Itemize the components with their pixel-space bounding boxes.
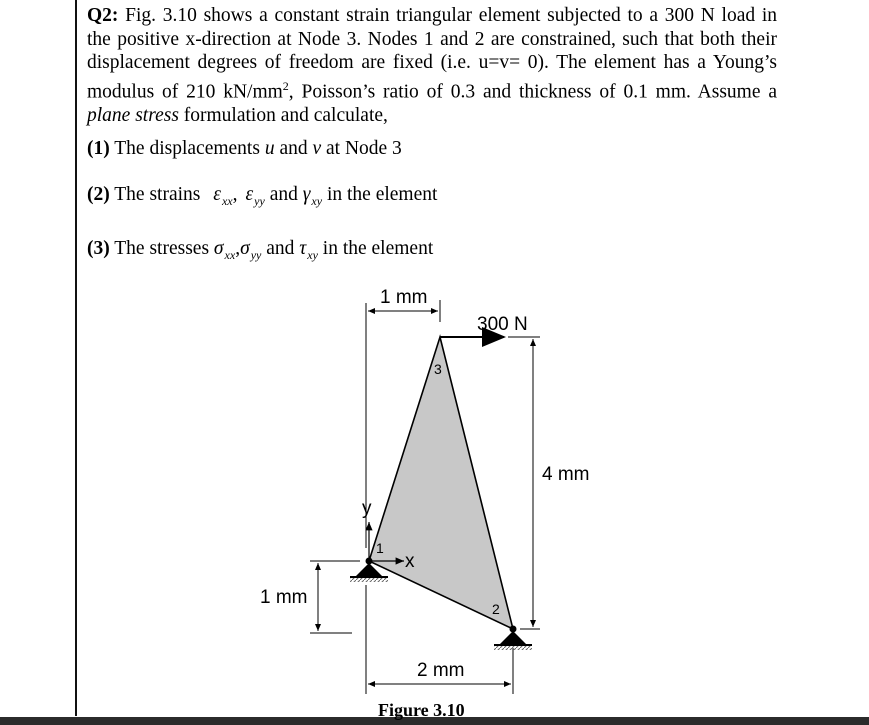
part-1-v: v	[312, 138, 322, 159]
part-2-text: The strains	[109, 184, 206, 205]
axis-y-label: y	[362, 498, 372, 519]
part-3-and: and	[261, 238, 300, 259]
stress-xy-symbol: τ	[299, 238, 307, 259]
node-2-dot	[510, 626, 517, 633]
part-3-tail: in the element	[317, 238, 434, 259]
part-1-and: and	[274, 138, 313, 159]
support-node-2-hatch	[494, 646, 532, 650]
question-label: Q2:	[87, 5, 119, 26]
part-1-label: (1)	[87, 138, 110, 159]
part-2-label: (2)	[87, 184, 110, 205]
part-3-label: (3)	[87, 238, 110, 259]
load-label: 300 N	[477, 314, 528, 335]
question-body-3: formulation and calculate,	[178, 104, 388, 126]
strain-xy-symbol: γ	[302, 184, 311, 205]
part-3-comma: ,	[235, 238, 241, 259]
part-2-tail: in the element	[322, 184, 438, 205]
figure-caption: Figure 3.10	[378, 700, 465, 720]
stress-xx-sub: xx	[224, 248, 236, 262]
stress-xx-symbol: σ	[213, 238, 224, 259]
part-2-and: and	[264, 184, 303, 205]
question-body-1: Fig. 3.10 shows a constant strain triangular element subjected to a 300 N load in the positive x-direction at Node 3. Nodes 1 and 2 are constrained, such that both their displacement degrees of freedom are fixed (i.e. u=v= 0). The element has a Young’s modulus of 210 kN/mm	[87, 5, 777, 102]
question-sup: 2	[282, 78, 289, 93]
strain-xx-sub: xx	[221, 194, 233, 208]
question-body-2: , Poisson’s ratio of 0.3 and thickness of 0.1 mm. Assume a	[288, 81, 777, 102]
axis-x-label: x	[405, 551, 415, 572]
strain-yy-sub: yy	[254, 194, 265, 208]
strain-xy-sub: xy	[311, 194, 323, 208]
triangular-element	[369, 337, 513, 629]
node-2-label: 2	[492, 601, 500, 617]
stress-yy-symbol: σ	[240, 238, 250, 259]
stress-xy-sub: xy	[307, 248, 318, 262]
part-1-u: u	[264, 138, 275, 159]
support-node-1-hatch	[350, 578, 388, 582]
part-1-text: The displacements	[109, 138, 265, 159]
question-emph: plane stress	[87, 104, 179, 126]
dim-left-label: 1 mm	[260, 587, 308, 608]
dim-top-label: 1 mm	[380, 287, 428, 308]
dim-right-label: 4 mm	[542, 464, 590, 485]
part-2-comma: ,	[232, 184, 238, 205]
support-node-2	[500, 631, 526, 644]
node-1-label: 1	[376, 540, 384, 556]
part-3-text: The stresses	[109, 238, 214, 259]
node-3-label: 3	[434, 361, 442, 377]
dim-bottom-label: 2 mm	[417, 660, 465, 681]
strain-yy-symbol: ε	[245, 184, 254, 205]
strain-xx-symbol: ε	[213, 184, 221, 205]
stress-yy-sub: yy	[250, 248, 262, 262]
part-1-tail: at Node 3	[321, 138, 402, 159]
